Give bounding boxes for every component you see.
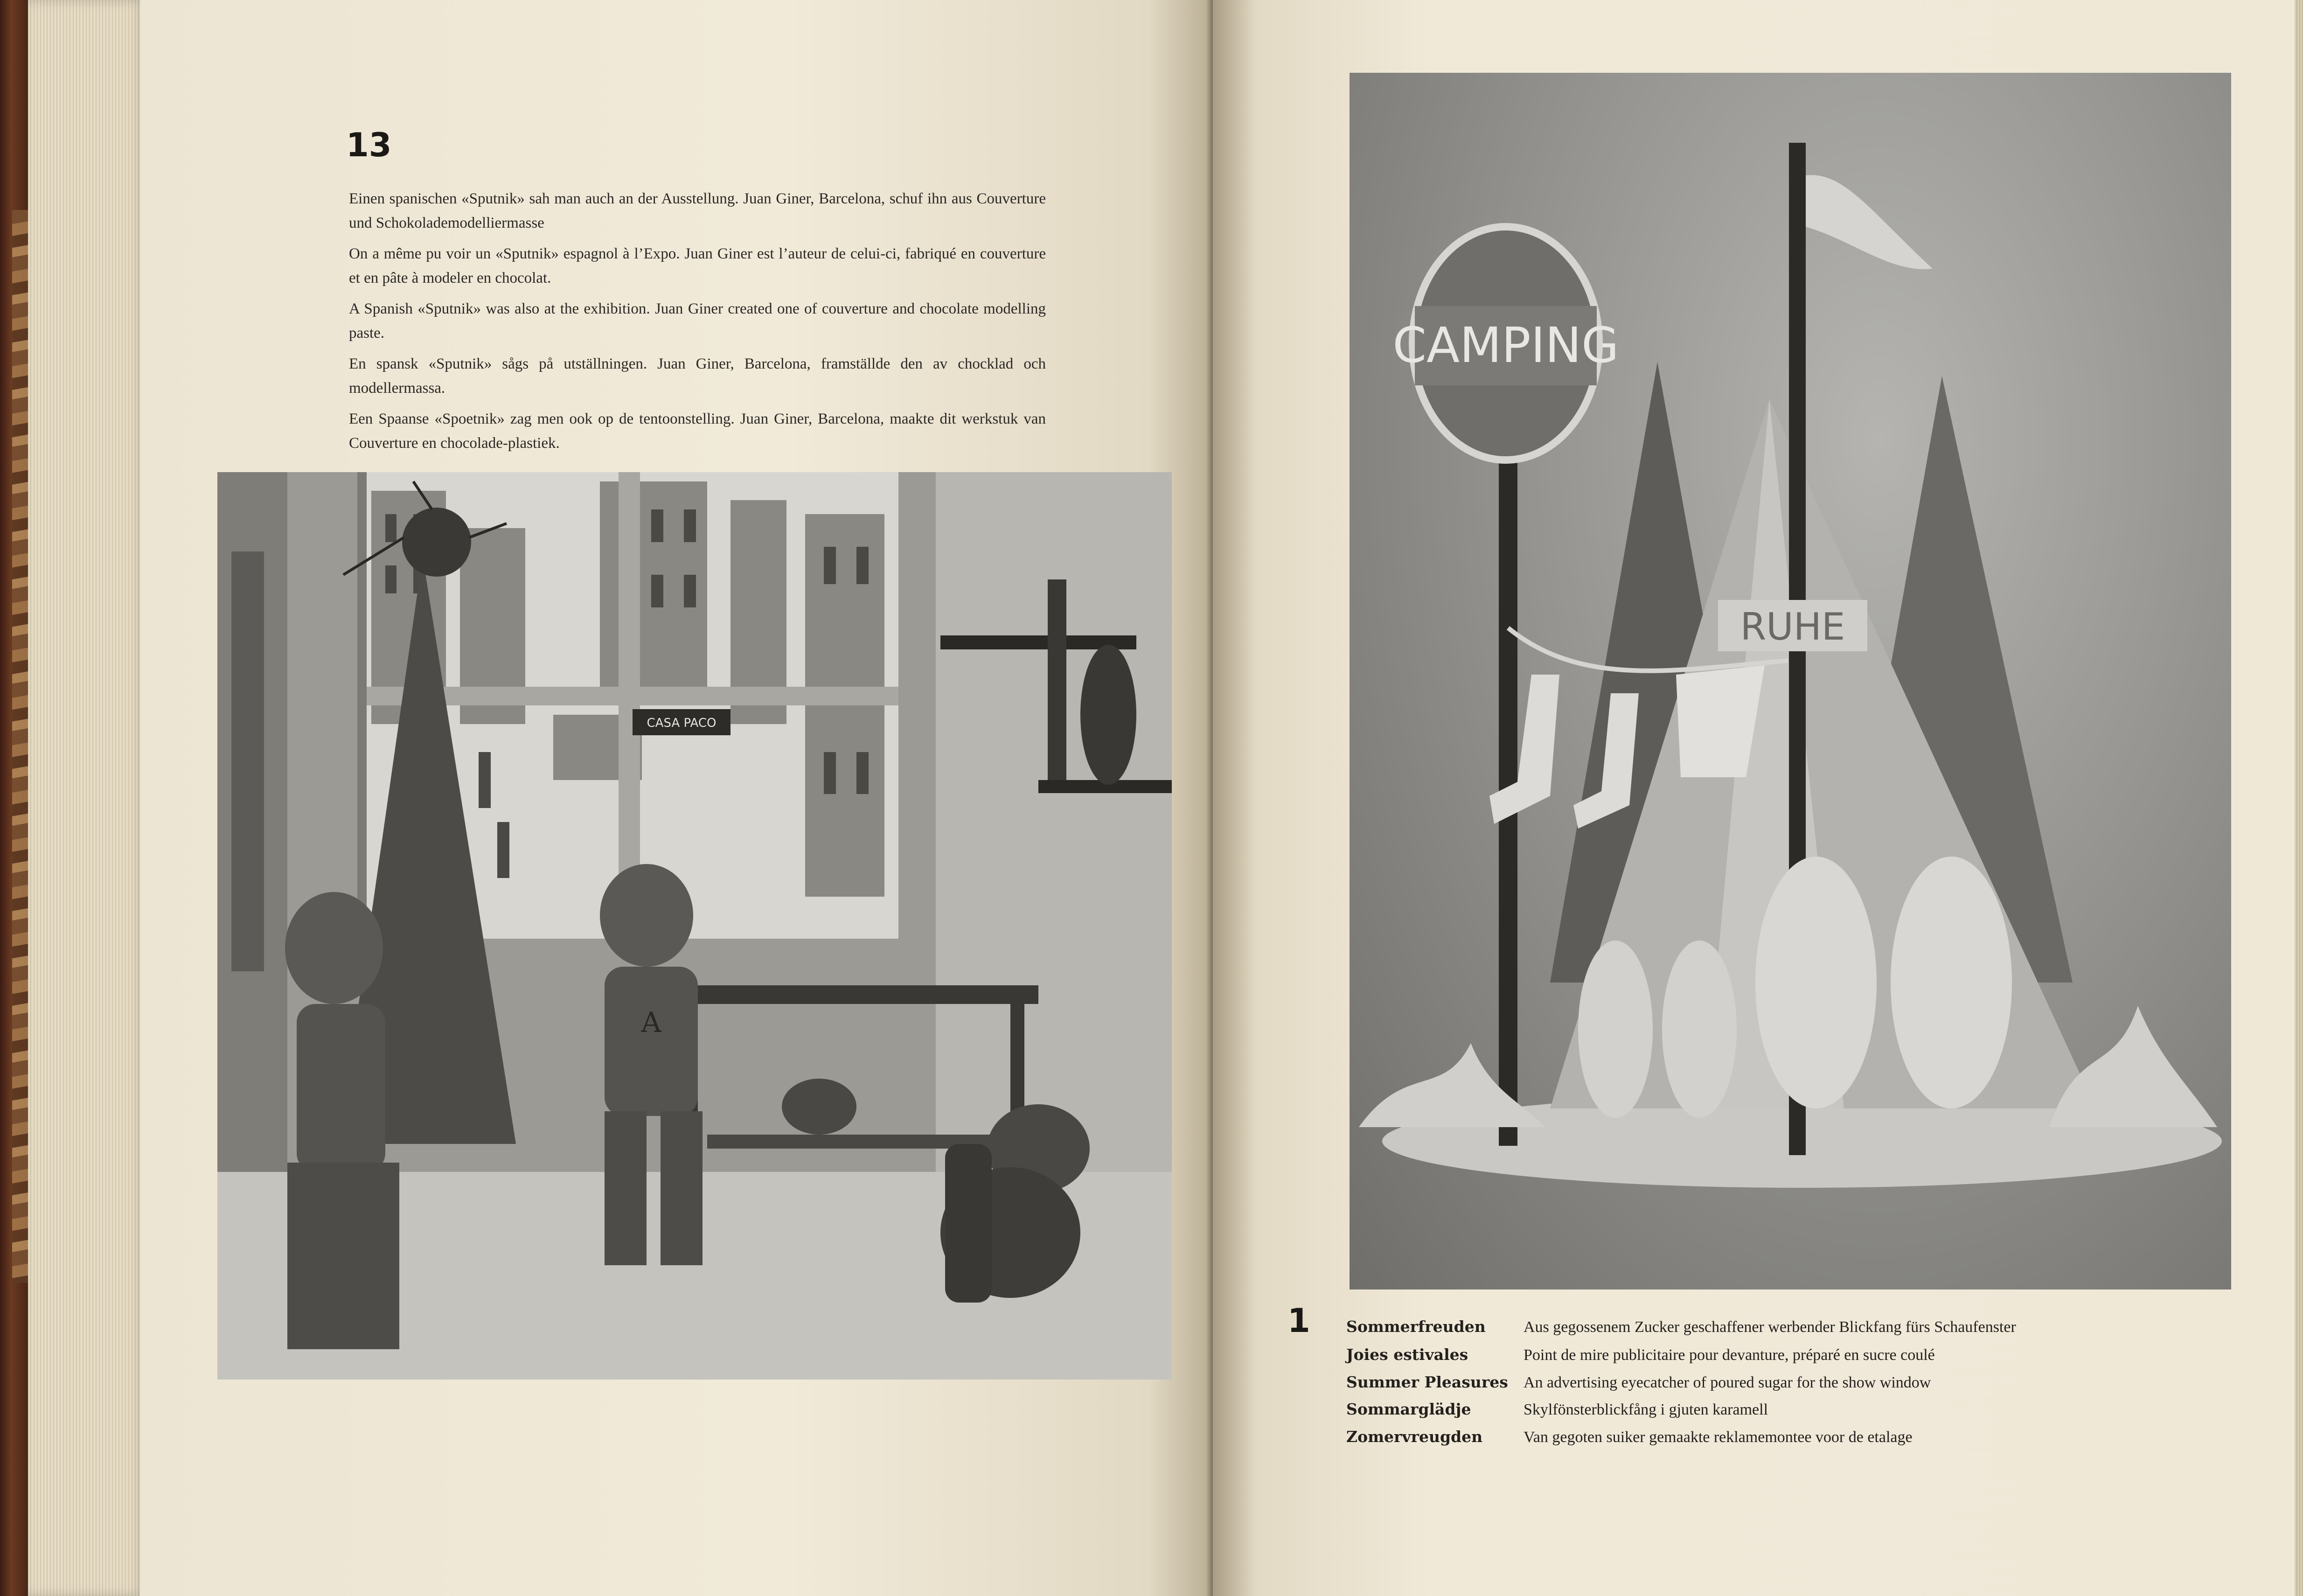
caption-text-german: Aus gegossenem Zucker geschaffener werbender Blickfang fürs Schaufenster	[1524, 1318, 2016, 1336]
caption-title-swedish: Sommarglädje	[1346, 1400, 1471, 1418]
camping-sign-text: CAMPING	[1392, 317, 1619, 374]
caption-text-english: An advertising eyecatcher of poured sugar for the show window	[1524, 1374, 1931, 1391]
multilingual-description	[349, 187, 1046, 462]
plate-number-13: 13	[346, 126, 392, 164]
caption-title-german: Sommerfreuden	[1346, 1317, 1486, 1336]
caption-english	[1346, 1373, 1931, 1392]
camping-sugar-illustration	[1350, 73, 2231, 1289]
caption-text-dutch: Van gegoten suiker gemaakte reklamemontee voor de etalage	[1524, 1429, 1913, 1446]
caption-text-french: Point de mire publicitaire pour devanture, préparé en sucre coulé	[1524, 1346, 1935, 1364]
shirt-letter: A	[641, 1006, 661, 1039]
caption-swedish	[1346, 1400, 1768, 1419]
right-page-edge	[2295, 0, 2303, 1596]
ruhe-sign-text: RUHE	[1740, 605, 1845, 648]
plate-number-1: 1	[1287, 1302, 1310, 1340]
sputnik-diorama-photo	[217, 472, 1172, 1380]
description-french: On a même pu voir un «Sputnik» espagnol à l’Expo. Juan Giner est l’auteur de celui-ci, fabriqué en couverture et en pâte à modeler en chocolat.	[349, 245, 1046, 286]
shop-sign-text: CASA PACO	[647, 716, 717, 730]
caption-title-dutch: Zomervreugden	[1346, 1428, 1483, 1446]
left-page-stack	[28, 0, 145, 1596]
summer-pleasures-sugar-photo	[1350, 73, 2231, 1289]
description-swedish: En spansk «Sputnik» sågs på utställningen. Juan Giner, Barcelona, framställde den av chocklad och modellermassa.	[349, 355, 1046, 397]
sputnik-diorama-illustration	[217, 472, 1172, 1380]
caption-german	[1346, 1317, 2016, 1336]
description-dutch: Een Spaanse «Spoetnik» zag men ook op de tentoonstelling. Juan Giner, Barcelona, maakte dit werkstuk van Couverture en chocolade-plastiek.	[349, 411, 1046, 452]
caption-title-english: Summer Pleasures	[1346, 1373, 1508, 1391]
description-german: Einen spanischen «Sputnik» sah man auch an der Ausstellung. Juan Giner, Barcelona, schuf ihn aus Couverture und Schokolademodelliermasse	[349, 190, 1046, 231]
caption-dutch	[1346, 1428, 1913, 1446]
caption-french	[1346, 1345, 1935, 1364]
caption-title-french: Joies estivales	[1346, 1345, 1468, 1364]
caption-text-swedish: Skylfönsterblickfång i gjuten karamell	[1524, 1401, 1768, 1418]
description-english: A Spanish «Sputnik» was also at the exhibition. Juan Giner created one of couverture and chocolate modelling paste.	[349, 300, 1046, 342]
